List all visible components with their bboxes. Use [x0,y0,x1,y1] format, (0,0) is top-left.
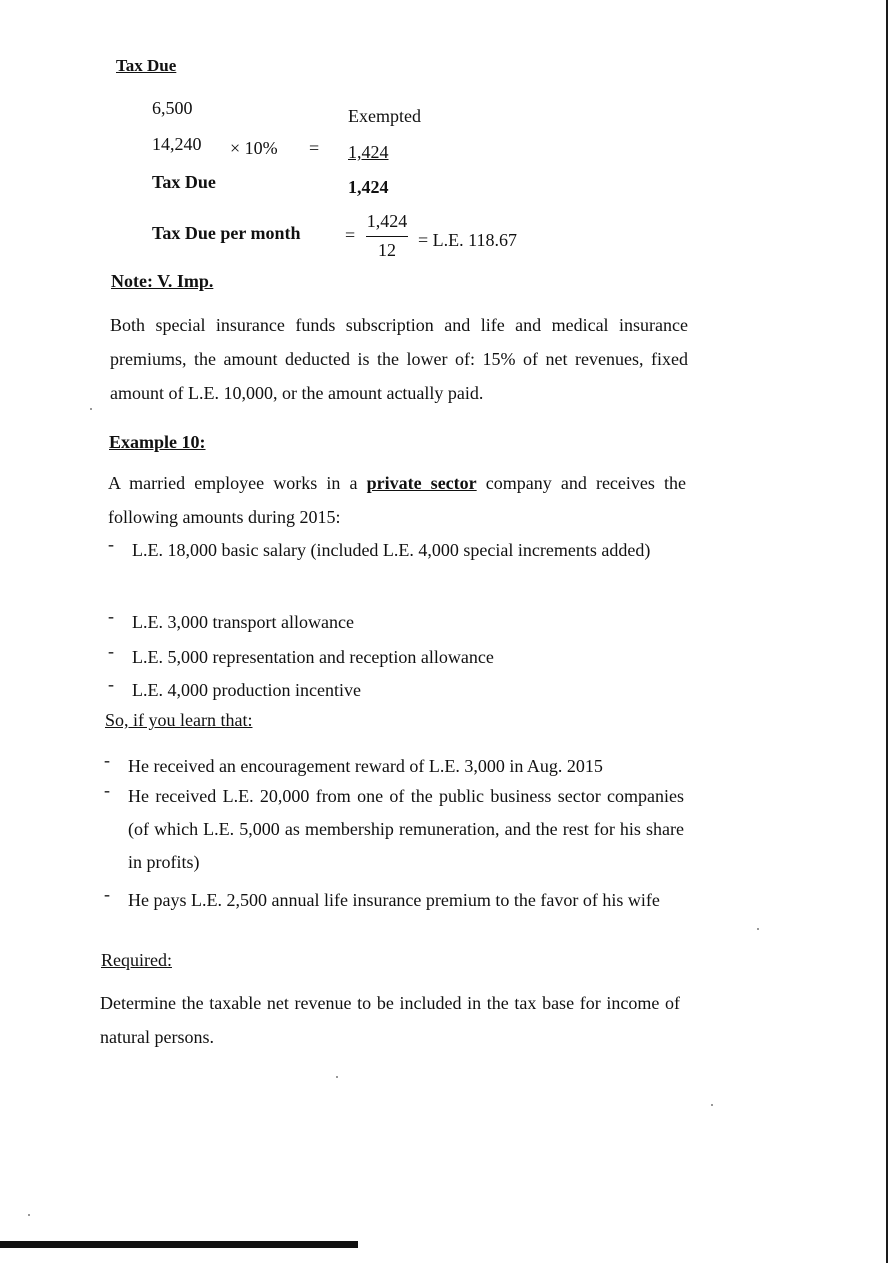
fact-item-text: He received an encouragement reward of L.E. 3,000 in Aug. 2015 [128,756,603,776]
fraction-bar [366,236,408,237]
calc-row2-equals: = [309,138,320,158]
amount-item [108,641,686,674]
scan-speck [336,1076,338,1078]
amount-item [108,606,686,639]
scan-speck [90,408,92,410]
fact-item-text: He pays L.E. 2,500 annual life insurance premium to the favor of his wife [128,890,660,910]
calc-row3-result: 1,424 [348,177,389,197]
amount-item-text: L.E. 4,000 production incentive [132,680,361,700]
calc-row1-result: Exempted [348,106,421,126]
intro-before: A married employee works in a [108,473,367,493]
amount-item [108,674,686,707]
calc-row4-result: = L.E. 118.67 [418,230,517,250]
fraction-numerator: 1,424 [366,211,408,231]
example-intro [108,466,686,534]
calc-row4-label: Tax Due per month [152,223,301,243]
bottom-bar [0,1241,358,1248]
note-heading: Note: V. Imp. [111,271,214,291]
bullet-dash: - [108,641,114,661]
amount-item-text: L.E. 18,000 basic salary (included L.E. 4,000 special increments added) [132,540,651,560]
example-heading: Example 10: [109,432,206,452]
tax-due-heading: Tax Due [116,56,177,75]
bullet-dash: - [104,750,110,770]
bullet-dash: - [108,606,114,626]
amount-item [108,534,686,600]
note-text: Both special insurance funds subscription and life and medical insurance premiums, the amount deducted is the lower of: 15% of net revenues, fixed amount of L.E. 10,000, or the amount actually paid. [110,315,688,403]
fact-item-text: He received L.E. 20,000 from one of the public business sector companies (of which L.E. 5,000 as membership remuneration, and the rest for his share in profits) [128,786,684,872]
required-heading: Required: [101,950,172,970]
calc-row4-equals: = [345,225,356,245]
bullet-dash: - [104,884,110,904]
calc-row2-amount: 14,240 [152,134,202,154]
bullet-dash: - [108,534,114,554]
fact-item [104,884,684,950]
scan-speck [28,1214,30,1216]
intro-after: company and receives the following amounts during 2015: [108,473,687,527]
learn-heading: So, if you learn that: [105,710,253,730]
amount-item-text: L.E. 3,000 transport allowance [132,612,354,632]
fact-item [104,750,684,783]
bullet-dash: - [108,674,114,694]
private-sector-emphasis: private sector [366,473,477,493]
calc-row3-label: Tax Due [152,172,216,192]
page-edge [886,0,888,1263]
calc-row2-result: 1,424 [348,142,389,162]
fraction-denominator: 12 [378,240,396,260]
calc-row1-amount: 6,500 [152,98,193,118]
scan-speck [711,1104,713,1106]
fact-item [104,780,684,879]
amount-item-text: L.E. 5,000 representation and reception allowance [132,647,494,667]
scan-speck [757,928,759,930]
calc-row2-rate: × 10% [230,138,278,158]
required-text: Determine the taxable net revenue to be included in the tax base for income of natural persons. [100,993,680,1047]
bullet-dash: - [104,780,110,800]
